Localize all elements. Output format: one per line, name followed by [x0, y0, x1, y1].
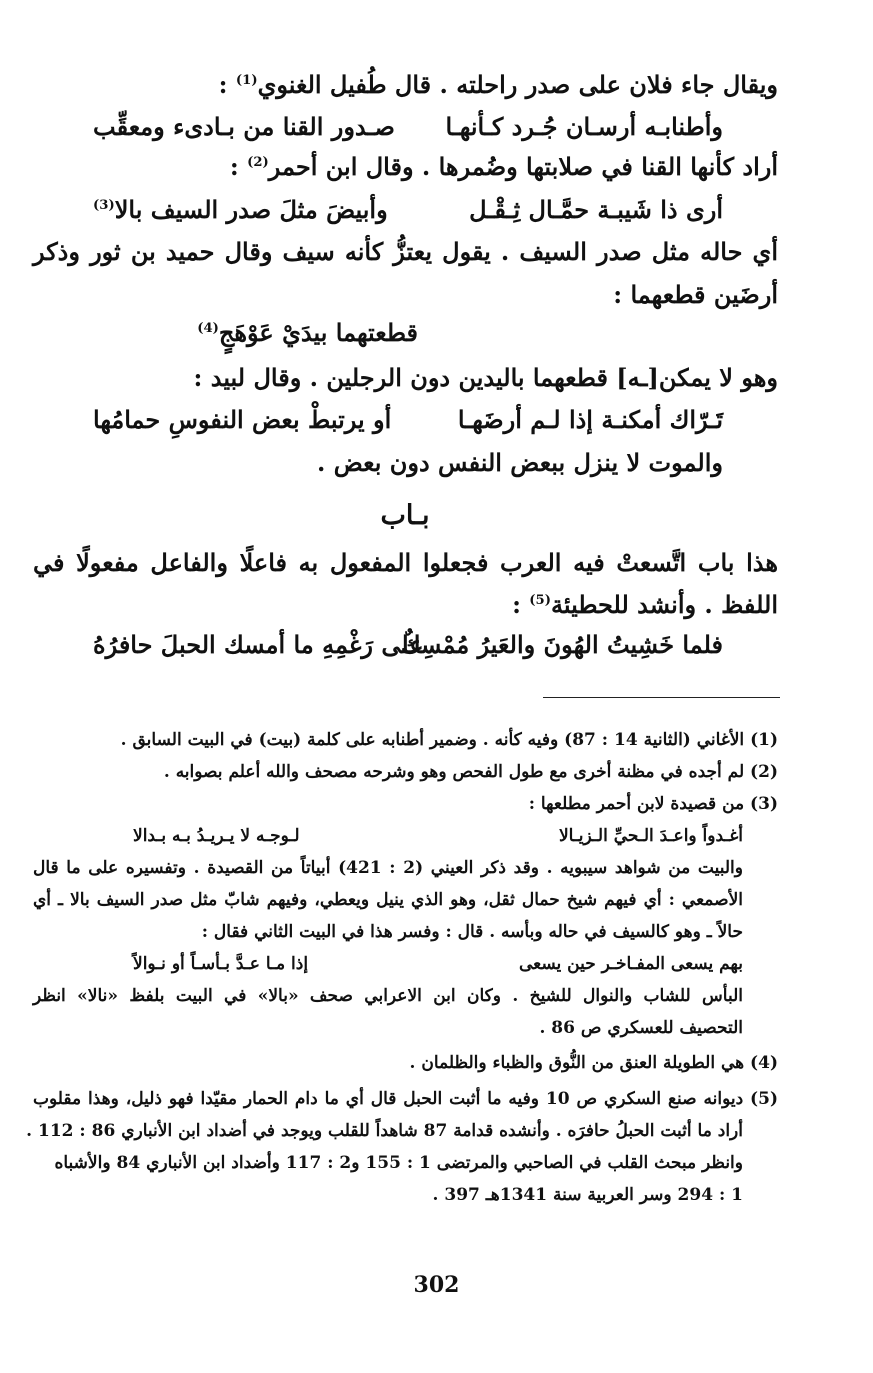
line-text: أراد كأنها القنا في صلابتها وضُمرها . وقال ابن أحمر: [268, 152, 778, 181]
line-text: ويقال جاء فلان على صدر راحلته . قال طُفيل الغنوي: [257, 70, 778, 99]
footnote-text: (3) من قصيدة لابن أحمر مطلعها :: [528, 794, 778, 814]
footnote-text: (4) هي الطويلة العنق من النُّوق والظباء والظلمان .: [409, 1053, 778, 1073]
text-line-10: [317, 448, 723, 477]
footnote-3-line-d: [33, 986, 743, 1006]
verse-5-second-hemistich: على رَغْمِهِ ما أمسك الحبلَ حافرُهُ: [93, 630, 424, 659]
footnote-text: (1) الأغاني (الثانية 14 : 87) وفيه كأنه . وضمير أطنابه على كلمة (بيت) في البيت السابق .: [120, 730, 778, 750]
section-heading: [0, 500, 810, 531]
footnote-3-line-a: [33, 858, 743, 878]
footnote-text: حالاً ـ وهو كالسيف في حاله وبأسه . قال : وفسر هذا في البيت الثاني فقال :: [201, 922, 743, 942]
text-line-12: [33, 548, 778, 577]
footnote-separator: [543, 697, 780, 698]
verse-4-second-hemistich: أو يرتبطْ بعض النفوسِ حمامُها: [93, 405, 392, 434]
footnote-text: (2) لم أجده في مظنة أخرى مع طول الفحص وهو وشرحه مصحف والله أعلم بصوابه .: [163, 762, 778, 782]
line-text: هذا باب اتَّسعتْ فيه العرب فجعلوا المفعول به فاعلًا والفاعل مفعولًا في: [33, 548, 778, 577]
verse-3: [197, 318, 418, 347]
text-line-8: [194, 363, 779, 392]
footnote-5-line-b: [26, 1121, 743, 1141]
footnote-3-line-b: [33, 890, 743, 910]
footnote-text: الأصمعي : أي فيهم شيخ حمال ثقل، وهو الذي ينيل ويعطي، وفيهم شابّ مثل صدر السيف بالا ـ أي: [33, 890, 743, 910]
line-text: أرضَين قطعهما :: [613, 280, 778, 309]
verse-1-second-hemistich: صـدور القنا من بـادىء ومعقِّب: [93, 112, 395, 141]
text-line-1: [219, 70, 778, 99]
footnote-3-line-e: [539, 1018, 743, 1038]
verse-5-first-hemistich: فلما خَشِيتُ الهُونَ والعَيرُ مُمْسِكٌ: [400, 630, 723, 659]
text-line-13: [512, 590, 778, 619]
line-text: والموت لا ينزل ببعض النفس دون بعض .: [317, 448, 723, 477]
hemistich-second: إذا مـا عـدَّ بـأسـاً أو نـوالاً: [133, 954, 309, 974]
footnote-text: التحصيف للعسكري ص 86 .: [539, 1018, 743, 1038]
verse-4-first-hemistich: تَـرّاك أمكنـة إذا لـم أرضَهـا: [457, 405, 723, 434]
footnote-3: [529, 794, 778, 814]
verse-2-second-hemistich: [93, 195, 388, 224]
text-line-3: [230, 152, 778, 181]
footnote-2: [164, 762, 778, 782]
line-text: أي حاله مثل صدر السيف . يقول يعتزُّ كأنه سيف وقال حميد بن ثور وذكر: [33, 237, 779, 266]
line-text: وهو لا يمكن[ـه] قطعهما باليدين دون الرجلين . وقال لبيد :: [193, 363, 778, 392]
footnote-ref-1: (1): [235, 73, 258, 88]
footnote-ref-4: (4): [197, 321, 219, 336]
footnote-text: البأس للشاب والنوال للشيخ . وكان ابن الاعرابي صحف «بالا» في البيت بلفظ «نالا» انظر: [33, 986, 743, 1006]
footnote-4: [410, 1053, 778, 1073]
footnote-text: والبيت من شواهد سيبويه . وقد ذكر العيني (2 : 421) أبياتاً من القصيدة . وتفسيره على ما قال: [33, 858, 743, 878]
footnote-ref-5: (5): [529, 593, 551, 608]
hemistich-text: وأبيضَ مثلَ صدر السيف بالا: [114, 195, 388, 224]
text-line-5: [33, 237, 778, 266]
footnote-5-line-d: [433, 1185, 743, 1205]
footnote-text: وانظر مبحث القلب في الصاحبي والمرتضى 1 : 155 و2 : 117 وأضداد ابن الأنباري 84 والأشباه: [54, 1153, 743, 1173]
footnote-5-line-c: [54, 1153, 743, 1173]
footnote-ref-3: (3): [93, 198, 115, 213]
page-number: 302: [413, 1272, 460, 1298]
footnote-5-line-a: [33, 1089, 778, 1109]
verse-2-first-hemistich: أرى ذا شَيبـة حمَّـال ثِـقْـل: [469, 195, 723, 224]
heading-text: بـاب: [380, 500, 430, 531]
verse-text: قطعتهما بيدَيْ عَوْهَجٍ: [218, 318, 418, 347]
line-end: :: [218, 70, 228, 99]
footnote-1: [121, 730, 778, 750]
footnote-text: 1 : 294 وسر العربية سنة 1341هـ 397 .: [432, 1185, 743, 1205]
hemistich-second: لـوجـه لا يـريـدُ بـه بـدالا: [133, 826, 300, 846]
line-end: :: [512, 590, 521, 619]
verse-1-first-hemistich: وأطنابـه أرسـان جُـرد كـأنهـا: [445, 112, 723, 141]
footnote-text: (5) ديوانه صنع السكري ص 10 وفيه ما أثبت الحبل قال أي ما دام الحمار مقيّدا فهو ذليل، وهذا مقلوب: [33, 1089, 778, 1109]
line-text: اللفظ . وأنشد للحطيئة: [550, 590, 778, 619]
hemistich-first: بهم يسعى المفـاخـر حين يسعى: [518, 954, 743, 974]
footnote-ref-2: (2): [247, 155, 269, 170]
footnote-3-line-c: [202, 922, 743, 942]
footnote-text: أراد ما أثبت الحبلُ حافرَه . وأنشده قدامة 87 شاهداً للقلب ويوجد في أضداد ابن الأنباري 86 : 112 .: [26, 1121, 743, 1141]
text-line-6: [613, 280, 778, 309]
line-end: :: [229, 152, 239, 181]
hemistich-first: أغـدواً واعـدَ الـحيِّ الـزيـالا: [558, 826, 743, 846]
